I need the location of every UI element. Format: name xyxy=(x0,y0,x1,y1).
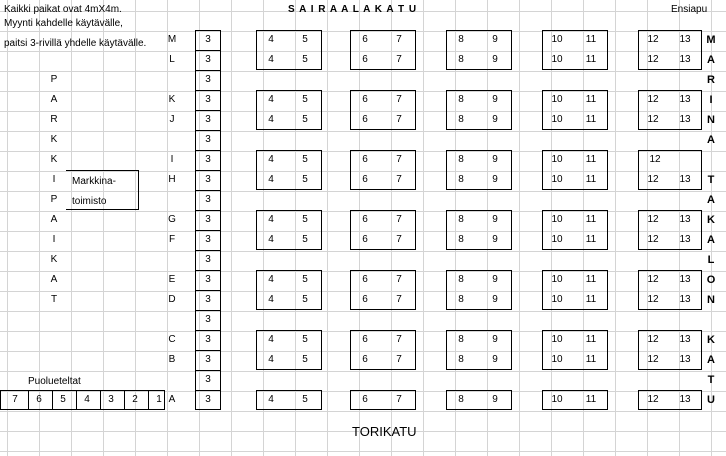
stall-number: 6 xyxy=(362,34,368,45)
tent-number: 5 xyxy=(60,394,66,405)
stall-number: 8 xyxy=(458,214,464,225)
stall-number: 5 xyxy=(302,114,308,125)
right-street-letter: M xyxy=(706,34,716,46)
right-street-letter: A xyxy=(707,194,715,206)
stall-number: 12 xyxy=(647,334,659,345)
row-label: D xyxy=(168,294,176,305)
tents-label: Puolueteltat xyxy=(28,376,81,387)
stall-number: 9 xyxy=(492,214,498,225)
stall-number: 9 xyxy=(492,34,498,45)
row-label: L xyxy=(169,54,175,65)
info-line-1: Kaikki paikat ovat 4mX4m. xyxy=(4,4,122,15)
row-label: A xyxy=(168,394,176,405)
row-label: G xyxy=(168,214,176,225)
stall-number-3: 3 xyxy=(205,254,211,265)
stall-number: 13 xyxy=(679,214,691,225)
stall-number: 12 xyxy=(647,34,659,45)
stall-number: 8 xyxy=(458,354,464,365)
stall-number: 13 xyxy=(679,354,691,365)
stall-number-3: 3 xyxy=(205,294,211,305)
row-label: I xyxy=(170,154,174,165)
stall-number: 9 xyxy=(492,354,498,365)
stall-number: 7 xyxy=(396,154,402,165)
stall-number: 11 xyxy=(585,274,597,285)
stall-number: 12 xyxy=(647,394,659,405)
stall-number: 8 xyxy=(458,154,464,165)
right-street-letter: I xyxy=(709,94,713,106)
stall-number: 10 xyxy=(551,354,563,365)
stall-number: 9 xyxy=(492,334,498,345)
stall-number-3: 3 xyxy=(205,114,211,125)
stall-number: 8 xyxy=(458,394,464,405)
stall-number: 11 xyxy=(585,174,597,185)
right-street-letter: T xyxy=(707,174,715,186)
stall-number: 12 xyxy=(647,234,659,245)
stall-number: 5 xyxy=(302,294,308,305)
stall-number: 8 xyxy=(458,334,464,345)
left-street-letter: P xyxy=(50,194,58,205)
left-street-letter: A xyxy=(50,274,58,285)
stall-number-3: 3 xyxy=(205,194,211,205)
stall-number: 12 xyxy=(647,54,659,65)
stall-number: 4 xyxy=(268,334,274,345)
stall-number-3: 3 xyxy=(205,214,211,225)
right-street-letter: K xyxy=(707,334,715,346)
stall-number: 4 xyxy=(268,34,274,45)
stall-number: 6 xyxy=(362,94,368,105)
right-street-letter: L xyxy=(707,254,715,266)
stall-number: 6 xyxy=(362,214,368,225)
stall-number: 5 xyxy=(302,334,308,345)
right-street-letter: T xyxy=(707,374,715,386)
row-label: H xyxy=(168,174,176,185)
stall-number-3: 3 xyxy=(205,174,211,185)
stall-number: 10 xyxy=(551,294,563,305)
stall-number: 10 xyxy=(551,174,563,185)
stall-number: 8 xyxy=(458,294,464,305)
stall-number: 4 xyxy=(268,54,274,65)
stall-number: 13 xyxy=(679,54,691,65)
stall-number: 10 xyxy=(551,154,563,165)
stall-number: 8 xyxy=(458,174,464,185)
stall-number: 10 xyxy=(551,34,563,45)
bottom-street-name: TORIKATU xyxy=(352,424,417,439)
stall-number-3: 3 xyxy=(205,354,211,365)
stall-number: 7 xyxy=(396,54,402,65)
stall-number: 6 xyxy=(362,394,368,405)
stall-number: 5 xyxy=(302,174,308,185)
stall-number: 10 xyxy=(551,334,563,345)
stall-number: 7 xyxy=(396,354,402,365)
right-street-letter: A xyxy=(707,134,715,146)
stall-number: 5 xyxy=(302,354,308,365)
stall-number: 12 xyxy=(647,174,659,185)
stall-number: 4 xyxy=(268,94,274,105)
tent-divider xyxy=(28,390,29,410)
stall-number: 12 xyxy=(647,214,659,225)
tent-number: 7 xyxy=(12,394,18,405)
stall-number: 11 xyxy=(585,234,597,245)
stall-number: 8 xyxy=(458,94,464,105)
tent-divider xyxy=(76,390,77,410)
stall-number: 13 xyxy=(679,94,691,105)
stall-number: 10 xyxy=(551,94,563,105)
left-street-letter: K xyxy=(50,134,58,145)
stall-number-3: 3 xyxy=(205,54,211,65)
stall-number-3: 3 xyxy=(205,374,211,385)
stall-number: 4 xyxy=(268,154,274,165)
left-street-letter: K xyxy=(50,154,58,165)
stall-number: 11 xyxy=(585,34,597,45)
stall-number: 9 xyxy=(492,54,498,65)
stall-number: 7 xyxy=(396,234,402,245)
row-label: F xyxy=(168,234,176,245)
left-street-letter: I xyxy=(52,174,56,185)
right-street-letter: N xyxy=(707,294,715,306)
stall-number: 13 xyxy=(679,334,691,345)
top-street-name: S A I R A A L A K A T U xyxy=(288,4,418,15)
stall-number: 10 xyxy=(551,394,563,405)
row-label: K xyxy=(168,94,176,105)
right-street-letter: A xyxy=(707,234,715,246)
stall-number: 12 xyxy=(647,294,659,305)
stall-number: 9 xyxy=(492,154,498,165)
stall-number: 6 xyxy=(362,274,368,285)
stall-number: 8 xyxy=(458,34,464,45)
stall-number-3: 3 xyxy=(205,154,211,165)
stall-number: 8 xyxy=(458,274,464,285)
row-label: E xyxy=(168,274,176,285)
stall-number-3: 3 xyxy=(205,34,211,45)
left-street-letter: A xyxy=(50,94,58,105)
stall-number: 11 xyxy=(585,54,597,65)
row-label: J xyxy=(169,114,175,125)
stall-number-3: 3 xyxy=(205,314,211,325)
stall-number: 10 xyxy=(551,214,563,225)
tent-number: 6 xyxy=(36,394,42,405)
stall-number: 9 xyxy=(492,234,498,245)
marketing-office-label-2: toimisto xyxy=(72,196,107,207)
stall-number: 13 xyxy=(679,394,691,405)
stall-number: 11 xyxy=(585,394,597,405)
stall-number: 7 xyxy=(396,394,402,405)
stall-number: 4 xyxy=(268,394,274,405)
stall-number: 4 xyxy=(268,354,274,365)
stall-number: 9 xyxy=(492,274,498,285)
row-label: M xyxy=(167,34,177,45)
stall-number: 5 xyxy=(302,94,308,105)
stall-number: 9 xyxy=(492,94,498,105)
stall-number-3: 3 xyxy=(205,94,211,105)
stall-number: 6 xyxy=(362,174,368,185)
right-street-letter: O xyxy=(706,274,716,286)
stall-number: 12 xyxy=(647,114,659,125)
stall-number: 7 xyxy=(396,214,402,225)
stall-number: 6 xyxy=(362,334,368,345)
stall-number: 11 xyxy=(585,114,597,125)
right-street-letter: A xyxy=(707,54,715,66)
stall-number-3: 3 xyxy=(205,274,211,285)
stall-number: 4 xyxy=(268,214,274,225)
stall-number: 6 xyxy=(362,114,368,125)
info-line-2: Myynti kahdelle käytävälle, xyxy=(4,18,123,29)
right-street-letter: U xyxy=(707,394,715,406)
stall-number: 7 xyxy=(396,274,402,285)
stall-number: 5 xyxy=(302,214,308,225)
stall-number: 5 xyxy=(302,34,308,45)
left-street-letter: T xyxy=(50,294,58,305)
stall-number: 10 xyxy=(551,54,563,65)
right-street-letter: K xyxy=(707,214,715,226)
stall-number: 5 xyxy=(302,54,308,65)
right-street-letter: A xyxy=(707,354,715,366)
tent-number: 4 xyxy=(84,394,90,405)
stall-number: 10 xyxy=(551,234,563,245)
tent-divider xyxy=(148,390,149,410)
stall-number: 11 xyxy=(585,294,597,305)
stall-number: 4 xyxy=(268,114,274,125)
stall-number: 7 xyxy=(396,94,402,105)
stall-number: 8 xyxy=(458,234,464,245)
stall-number: 8 xyxy=(458,54,464,65)
stall-number: 6 xyxy=(362,294,368,305)
stall-number: 5 xyxy=(302,234,308,245)
first-aid-label: Ensiapu xyxy=(671,4,708,15)
stall-number: 10 xyxy=(551,114,563,125)
info-line-3: paitsi 3-rivillä yhdelle käytävälle. xyxy=(4,38,147,49)
tent-number: 3 xyxy=(108,394,114,405)
stall-number: 11 xyxy=(585,214,597,225)
left-street-letter: I xyxy=(52,234,56,245)
stall-number: 13 xyxy=(679,294,691,305)
stall-number: 12 xyxy=(649,154,661,165)
stall-number-3: 3 xyxy=(205,334,211,345)
stall-number: 4 xyxy=(268,274,274,285)
stall-number-3: 3 xyxy=(205,74,211,85)
stall-number: 13 xyxy=(679,274,691,285)
stall-number: 13 xyxy=(679,234,691,245)
tent-divider xyxy=(52,390,53,410)
stall-number: 13 xyxy=(679,114,691,125)
stall-number: 12 xyxy=(647,94,659,105)
stall-number: 13 xyxy=(679,174,691,185)
stall-number: 12 xyxy=(647,274,659,285)
stall-number: 6 xyxy=(362,54,368,65)
left-street-letter: K xyxy=(50,254,58,265)
left-street-letter: R xyxy=(50,114,58,125)
right-street-letter: R xyxy=(707,74,715,86)
stall-number: 10 xyxy=(551,274,563,285)
stall-number: 9 xyxy=(492,294,498,305)
stall-number: 5 xyxy=(302,394,308,405)
stall-number: 11 xyxy=(585,154,597,165)
stall-number: 6 xyxy=(362,354,368,365)
stall-number: 9 xyxy=(492,114,498,125)
row-label: B xyxy=(168,354,176,365)
stall-number: 6 xyxy=(362,154,368,165)
stall-number: 7 xyxy=(396,294,402,305)
stall-number: 8 xyxy=(458,114,464,125)
stall-number: 11 xyxy=(585,354,597,365)
stall-number: 7 xyxy=(396,174,402,185)
left-street-letter: P xyxy=(50,74,58,85)
stall-number: 5 xyxy=(302,274,308,285)
stall-number: 5 xyxy=(302,154,308,165)
stall-number: 7 xyxy=(396,34,402,45)
stall-number: 4 xyxy=(268,174,274,185)
stall-number: 13 xyxy=(679,34,691,45)
stall-number: 11 xyxy=(585,334,597,345)
tent-number: 2 xyxy=(132,394,138,405)
stall-number: 6 xyxy=(362,234,368,245)
marketing-office-label-1: Markkina- xyxy=(72,176,116,187)
stall-number: 12 xyxy=(647,354,659,365)
right-street-letter: N xyxy=(707,114,715,126)
stall-number: 9 xyxy=(492,174,498,185)
row-label: C xyxy=(168,334,176,345)
tent-divider xyxy=(124,390,125,410)
stall-number: 4 xyxy=(268,234,274,245)
stall-number-3: 3 xyxy=(205,394,211,405)
stall-number: 11 xyxy=(585,94,597,105)
stall-number-3: 3 xyxy=(205,134,211,145)
tent-number: 1 xyxy=(156,394,162,405)
stall-number: 7 xyxy=(396,114,402,125)
tent-divider xyxy=(100,390,101,410)
left-street-letter: A xyxy=(50,214,58,225)
stall-number: 9 xyxy=(492,394,498,405)
stall-number-3: 3 xyxy=(205,234,211,245)
stall-number: 7 xyxy=(396,334,402,345)
stall-number: 4 xyxy=(268,294,274,305)
